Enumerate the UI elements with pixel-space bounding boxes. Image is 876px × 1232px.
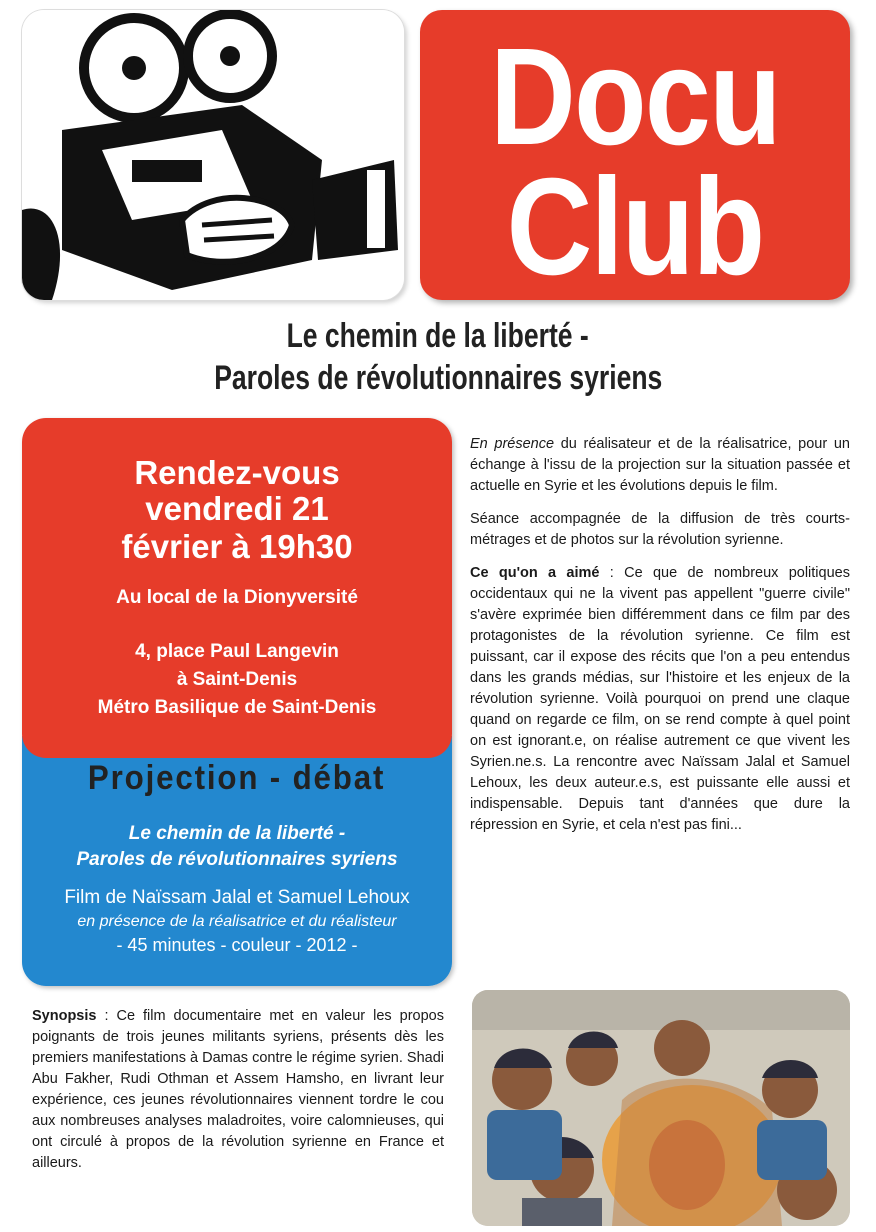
event-address-2: à Saint-Denis: [176, 669, 298, 690]
event-address-1: 4, place Paul Langevin: [135, 641, 339, 662]
event-card: [22, 418, 452, 986]
film-camera-icon: [22, 10, 404, 300]
film-title-line-2: Paroles de révolutionnaires syriens: [76, 849, 398, 870]
synopsis-text: [32, 1006, 444, 1174]
presence-italic: En présence: [470, 436, 555, 452]
logo-line-club: Club: [506, 150, 764, 304]
review-text: : Ce que de nombreux politiques occidentaux qui ne la vivent pas appellent "guerre civile" s'avère exprimée bien différemment dans ce film par des protagonistes de la révolution syrienne. Ce film est puissant, car il expose des récits que l'on a peu entendus dans les grands médias, sur l'histoire et les enjeux de la révolution syrienne. Voilà pourquoi on prend une claque quand on regarde ce film, on se rend compte à quel point on est ignorant.e, on réalise autrement ce que vivent les Syrien.ne.s. La rencontre avec Naïssam Jalal et Samuel Lehoux, les deux auteur.e.s, est puissante elle aussi et indispensable. Depuis tant d'années que dure la répression en Syrie, et cela n'est pas fini...: [470, 565, 850, 833]
title-line-2: Paroles de révolutionnaires syriens: [213, 359, 663, 397]
children-photo-image: [472, 990, 850, 1226]
event-metro: Métro Basilique de Saint-Denis: [97, 697, 377, 718]
review-paragraph: [470, 563, 850, 836]
film-directors: Film de Naïssam Jalal et Samuel Lehoux: [64, 887, 410, 908]
film-title-line-1: Le chemin de la liberté -: [128, 823, 346, 844]
event-time: février à 19h30: [121, 528, 353, 565]
film-meta: - 45 minutes - couleur - 2012 -: [116, 935, 358, 955]
event-date: vendredi 21: [145, 490, 329, 527]
right-column-text: [470, 434, 850, 848]
rendezvous-label: Rendez-vous: [134, 454, 340, 491]
synopsis-lead: Synopsis: [32, 1008, 97, 1024]
camera-illustration: [22, 10, 404, 300]
screening-paragraph: Séance accompagnée de la diffusion de très courts-métrages et de photos sur la révolution syrienne.: [470, 511, 850, 548]
synopsis-body: : Ce film documentaire met en valeur les propos poignants de trois jeunes militants syriens, présents dès les premiers manifestations à Damas contre le régime syrien. Shadi Abu Fakher, Rudi Othman et Assem Hamsho, en livrant leur expérience, ces jeunes révolutionnaires viennent tordre le cou aux nombreuses analyses maladroites, voire calomnieuses, qui ont circulé à propos de la révolution syrienne en France et ailleurs.: [32, 1008, 444, 1171]
projection-heading: Projection - débat: [88, 759, 386, 797]
event-venue: Au local de la Dionyversité: [116, 587, 358, 608]
children-photo: [472, 990, 850, 1226]
film-presence-note: en présence de la réalisatrice et du réalisteur: [77, 913, 397, 930]
presence-text: du réalisateur et de la réalisatrice, pour un échange à l'issu de la projection sur la situation passée et actuelle en Syrie et les évolutions depuis le film.: [470, 436, 850, 494]
event-details-panel: [22, 418, 452, 758]
title-line-1: Le chemin de la liberté -: [286, 317, 590, 355]
presence-paragraph: [470, 434, 850, 497]
docu-club-logo: [420, 10, 850, 304]
logo-line-docu: Docu: [490, 20, 780, 174]
projection-panel: [22, 736, 452, 986]
review-lead: Ce qu'on a aimé: [470, 565, 600, 581]
page-title: [0, 315, 876, 399]
